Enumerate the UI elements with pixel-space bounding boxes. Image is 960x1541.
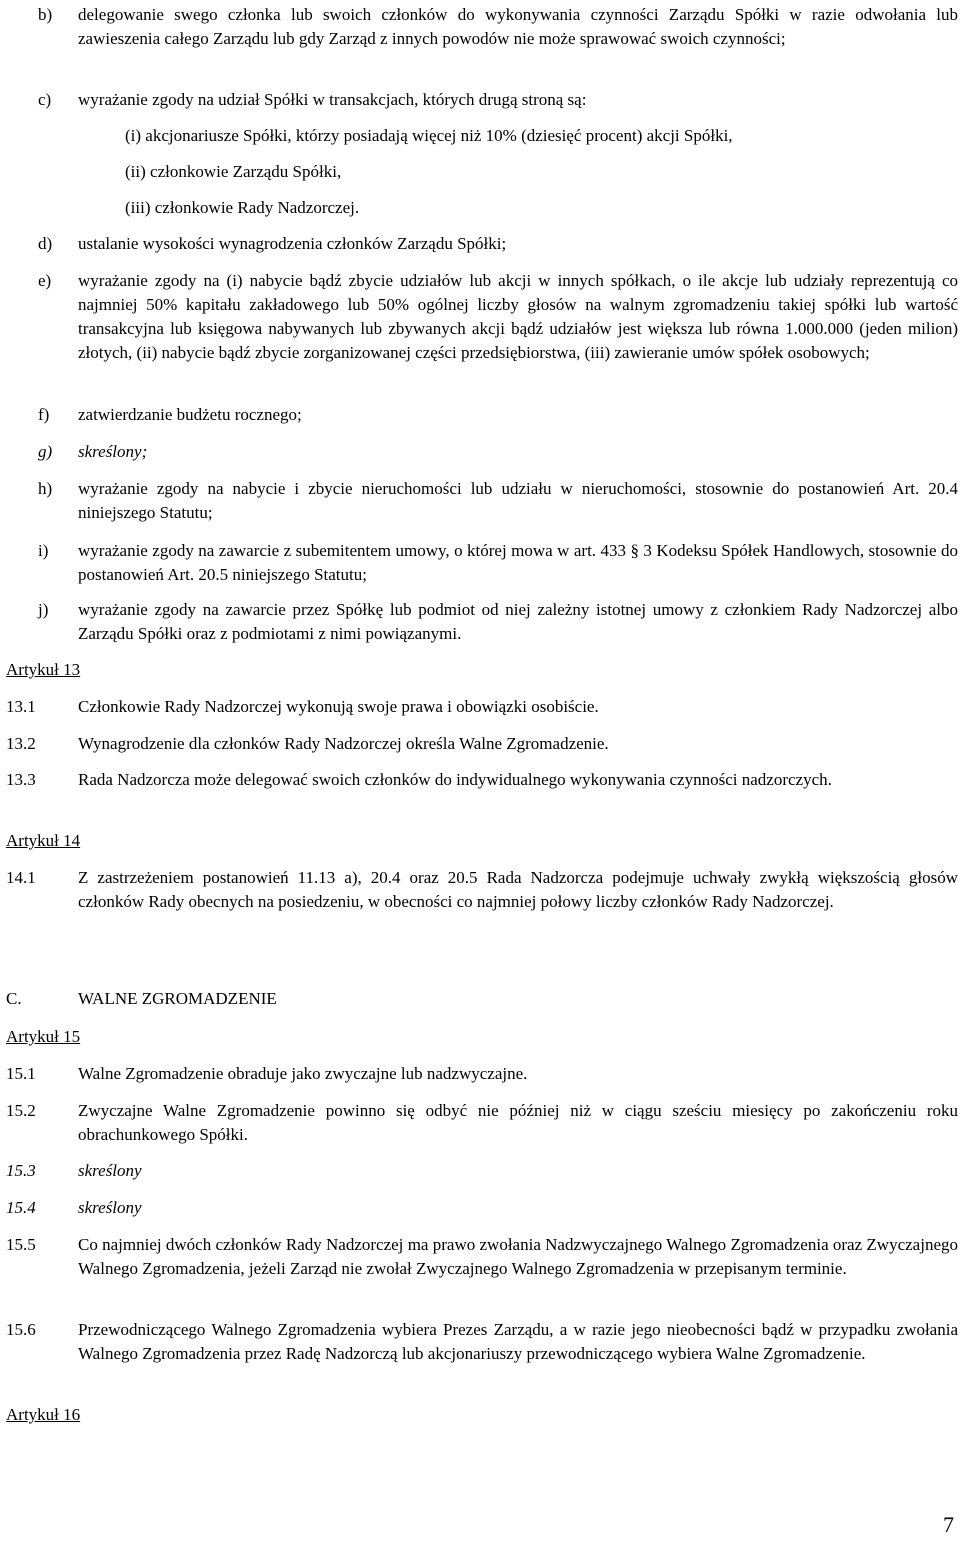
- paragraph-number: 15.3: [6, 1161, 36, 1180]
- section-c-heading: [0, 987, 958, 1011]
- sub-item-ii: (ii) członkowie Zarządu Spółki,: [125, 162, 342, 181]
- list-item-h: [0, 477, 958, 525]
- item-label: j): [38, 600, 49, 619]
- article-14-heading: Artykuł 14: [6, 831, 81, 850]
- sub-item-iii: (iii) członkowie Rady Nadzorczej.: [125, 198, 360, 217]
- list-item-j: [0, 598, 958, 646]
- paragraph-text: Rada Nadzorcza może delegować swoich członków do indywidualnego wykonywania czynności nadzorczych.: [78, 770, 832, 789]
- paragraph-text: Wynagrodzenie dla członków Rady Nadzorczej określa Walne Zgromadzenie.: [78, 734, 609, 753]
- paragraph-13-1: [0, 695, 958, 719]
- paragraph-15-3: [0, 1159, 958, 1183]
- list-item-g: [0, 440, 958, 464]
- paragraph-15-5: [0, 1233, 958, 1281]
- item-label: c): [38, 90, 52, 109]
- paragraph-text: Co najmniej dwóch członków Rady Nadzorczej ma prawo zwołania Nadzwyczajnego Walnego Zgromadzenia oraz Zwyczajnego Walnego Zgromadzenia, jeżeli Zarząd nie zwołał Zwyczajnego Walnego Zgromadzenia w przepisanym terminie.: [78, 1235, 958, 1278]
- list-item-b: [0, 3, 958, 51]
- item-text: wyrażanie zgody na (i) nabycie bądź zbycie udziałów lub akcji w innych spółkach, o ile akcje lub udziały reprezentują co najmniej 50% kapitału zakładowego lub 50% ogólnej liczby głosów na walnym zgromadzeniu takiej spółki lub wartość transakcyjna lub księgowa nabywanych lub zbywanych akcji bądź udziałów jest większa lub równa 1.000.000 (jeden milion) złotych, (ii) nabycie bądź zbycie zorganizowanej części przedsiębiorstwa, (iii) zawieranie umów spółek osobowych;: [78, 271, 958, 362]
- list-item-c: [0, 88, 958, 112]
- paragraph-number: 13.3: [6, 770, 36, 789]
- item-text: zatwierdzanie budżetu rocznego;: [78, 405, 302, 424]
- item-text: wyrażanie zgody na udział Spółki w transakcjach, których drugą stroną są:: [78, 90, 587, 109]
- paragraph-number: 15.6: [6, 1320, 36, 1339]
- section-title: WALNE ZGROMADZENIE: [78, 989, 277, 1008]
- list-item-e: [0, 269, 958, 365]
- paragraph-number: 15.5: [6, 1235, 36, 1254]
- paragraph-text: Przewodniczącego Walnego Zgromadzenia wybiera Prezes Zarządu, a w razie jego nieobecności bądź w przypadku zwołania Walnego Zgromadzenia przez Radę Nadzorczą lub akcjonariuszy przewodniczącego wybiera Walne Zgromadzenie.: [78, 1320, 958, 1363]
- item-label: h): [38, 479, 53, 498]
- sub-item-i: (i) akcjonariusze Spółki, którzy posiadają więcej niż 10% (dziesięć procent) akcji Spółki,: [125, 126, 733, 145]
- paragraph-text: Z zastrzeżeniem postanowień 11.13 a), 20.4 oraz 20.5 Rada Nadzorcza podejmuje uchwały zwykłą większością głosów członków Rady obecnych na posiedzeniu, w obecności co najmniej połowy liczby członków Rady Nadzorczej.: [78, 868, 958, 911]
- paragraph-number: 14.1: [6, 868, 36, 887]
- paragraph-number: 15.4: [6, 1198, 36, 1217]
- article-13-heading: Artykuł 13: [6, 660, 81, 679]
- item-text: wyrażanie zgody na zawarcie przez Spółkę lub podmiot od niej zależny istotnej umowy z członkiem Rady Nadzorczej albo Zarządu Spółki oraz z podmiotami z nimi powiązanymi.: [78, 600, 958, 643]
- item-text: wyrażanie zgody na nabycie i zbycie nieruchomości lub udziału w nieruchomości, stosownie do postanowień Art. 20.4 niniejszego Statutu;: [78, 479, 958, 522]
- item-label: d): [38, 234, 53, 253]
- paragraph-13-2: [0, 732, 958, 756]
- paragraph-13-3: [0, 768, 958, 792]
- item-text: delegowanie swego członka lub swoich członków do wykonywania czynności Zarządu Spółki w razie odwołania lub zawieszenia całego Zarządu lub gdy Zarząd z innych powodów nie może sprawować swoich czynności;: [78, 5, 958, 48]
- item-text: ustalanie wysokości wynagrodzenia członków Zarządu Spółki;: [78, 234, 507, 253]
- paragraph-text: Walne Zgromadzenie obraduje jako zwyczajne lub nadzwyczajne.: [78, 1064, 528, 1083]
- page-number: 7: [943, 1512, 954, 1537]
- list-item-d: [0, 232, 958, 256]
- paragraph-15-1: [0, 1062, 958, 1086]
- article-15-heading: Artykuł 15: [6, 1027, 81, 1046]
- article-16-heading: Artykuł 16: [6, 1405, 81, 1424]
- section-letter: C.: [6, 989, 22, 1008]
- list-item-f: [0, 403, 958, 427]
- item-label: e): [38, 271, 52, 290]
- item-text: wyrażanie zgody na zawarcie z subemitentem umowy, o której mowa w art. 433 § 3 Kodeksu Spółek Handlowych, stosownie do postanowień Art. 20.5 niniejszego Statutu;: [78, 541, 958, 584]
- paragraph-text: Zwyczajne Walne Zgromadzenie powinno się odbyć nie później niż w ciągu sześciu miesięcy po zakończeniu roku obrachunkowego Spółki.: [78, 1101, 958, 1144]
- item-text: skreślony;: [78, 442, 148, 461]
- item-label: f): [38, 405, 50, 424]
- item-label: g): [38, 442, 53, 461]
- item-label: b): [38, 5, 53, 24]
- paragraph-text: Członkowie Rady Nadzorczej wykonują swoje prawa i obowiązki osobiście.: [78, 697, 599, 716]
- paragraph-number: 13.1: [6, 697, 36, 716]
- list-item-i: [0, 539, 958, 587]
- paragraph-number: 15.1: [6, 1064, 36, 1083]
- paragraph-number: 13.2: [6, 734, 36, 753]
- paragraph-15-2: [0, 1099, 958, 1147]
- paragraph-number: 15.2: [6, 1101, 36, 1120]
- item-label: i): [38, 541, 49, 560]
- paragraph-15-6: [0, 1318, 958, 1366]
- paragraph-14-1: [0, 866, 958, 914]
- paragraph-text: skreślony: [78, 1198, 142, 1217]
- paragraph-15-4: [0, 1196, 958, 1220]
- paragraph-text: skreślony: [78, 1161, 142, 1180]
